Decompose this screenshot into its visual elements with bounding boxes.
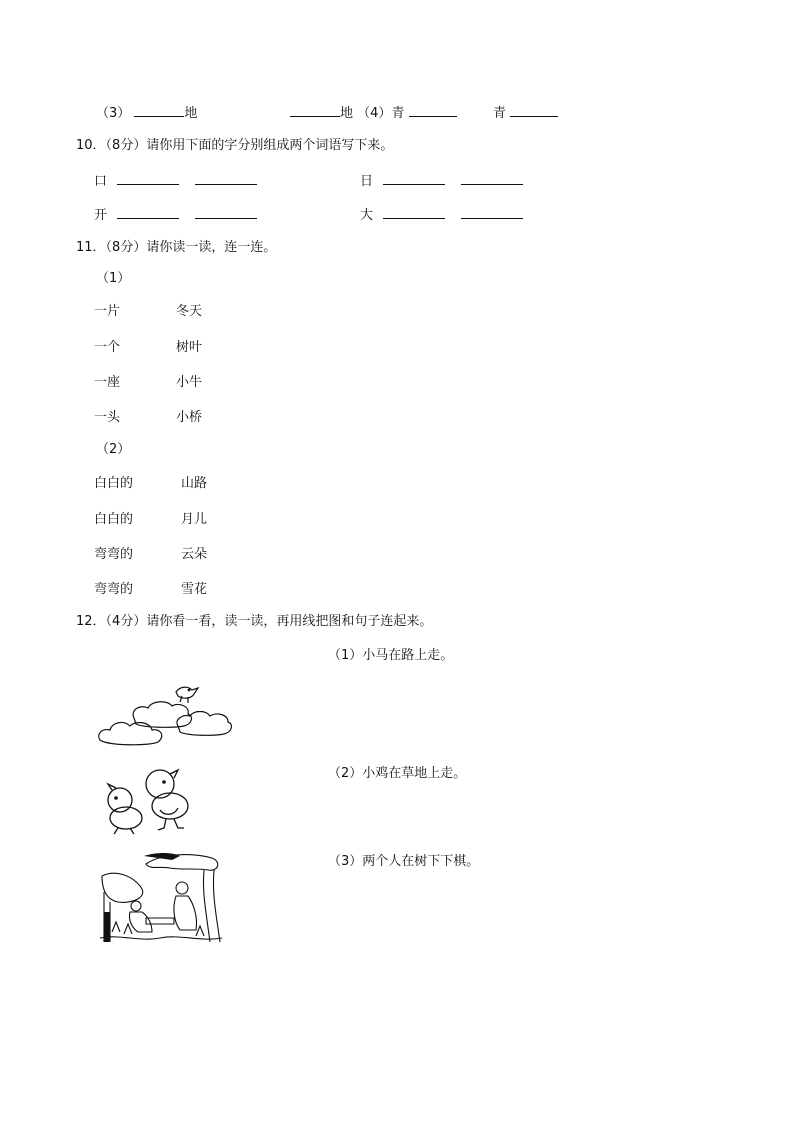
q9-item4-char-a: 青: [391, 106, 405, 121]
q11-header: 11．（8分）请你读一读，连一连。: [76, 240, 277, 255]
q11-p2-left-1[interactable]: 白白的: [94, 476, 134, 491]
q9-item3-number: （3）: [96, 106, 131, 121]
q10-row-da: [360, 206, 523, 224]
q11-p2-right-3[interactable]: 云朵: [181, 547, 208, 562]
q9-item3-row-b: [290, 104, 457, 122]
q9-item4-number: （4）: [357, 106, 392, 121]
q10-kou-blank-1[interactable]: [117, 172, 179, 185]
q11-part1-label: （1）: [96, 271, 131, 286]
q10-ri-blank-2[interactable]: [461, 172, 523, 185]
q11-p1-left-2[interactable]: 一个: [94, 340, 121, 355]
q9-item3-char-b: 地: [340, 106, 354, 121]
q11-p1-left-1[interactable]: 一片: [94, 304, 121, 319]
q11-p2-left-4[interactable]: 弯弯的: [94, 582, 134, 597]
q10-row-kai: [94, 206, 257, 224]
q9-item3-char-a: 地: [184, 106, 198, 121]
q10-char-da: 大: [360, 208, 374, 223]
clouds-bird-picture[interactable]: [94, 682, 240, 750]
q10-header: 10．（8分）请你用下面的字分别组成两个词语写下来。: [76, 138, 394, 153]
q9-item3-blank-b[interactable]: [290, 104, 340, 117]
q10-da-blank-2[interactable]: [461, 206, 523, 219]
q10-row-ri: [360, 172, 523, 190]
chess-under-tree-picture[interactable]: [100, 852, 222, 944]
q11-p1-right-2[interactable]: 树叶: [176, 340, 203, 355]
q10-da-blank-1[interactable]: [383, 206, 445, 219]
q11-p1-left-4[interactable]: 一头: [94, 410, 121, 425]
q11-p2-left-2[interactable]: 白白的: [94, 512, 134, 527]
q10-ri-blank-1[interactable]: [383, 172, 445, 185]
q10-char-kai: 开: [94, 208, 108, 223]
q10-kou-blank-2[interactable]: [195, 172, 257, 185]
q10-kai-blank-2[interactable]: [195, 206, 257, 219]
q11-p2-left-3[interactable]: 弯弯的: [94, 547, 134, 562]
q11-p2-right-4[interactable]: 雪花: [181, 582, 208, 597]
chicks-picture[interactable]: [100, 766, 196, 836]
q12-sentence-3[interactable]: （3）两个人在树下下棋。: [328, 854, 480, 869]
q10-char-kou: 口: [94, 174, 108, 189]
q9-item4-blank-a[interactable]: [409, 104, 457, 117]
q9-item3-row: [96, 104, 197, 122]
q9-item4-blank-b[interactable]: [510, 104, 558, 117]
q10-row-kou: [94, 172, 257, 190]
q11-p1-right-4[interactable]: 小桥: [176, 410, 203, 425]
q11-p1-right-1[interactable]: 冬天: [176, 304, 203, 319]
q12-sentence-2[interactable]: （2）小鸡在草地上走。: [328, 766, 467, 781]
q11-part2-label: （2）: [96, 442, 131, 457]
q11-p1-right-3[interactable]: 小牛: [176, 375, 203, 390]
q12-header: 12．（4分）请你看一看，读一读，再用线把图和句子连起来。: [76, 614, 433, 629]
q12-sentence-1[interactable]: （1）小马在路上走。: [328, 648, 454, 663]
q11-p2-right-2[interactable]: 月儿: [181, 512, 208, 527]
q10-kai-blank-1[interactable]: [117, 206, 179, 219]
q10-char-ri: 日: [360, 174, 374, 189]
q11-p1-left-3[interactable]: 一座: [94, 375, 121, 390]
q11-p2-right-1[interactable]: 山路: [181, 476, 208, 491]
q9-item4-char-b: 青: [493, 106, 507, 121]
q9-item4-row-b: [493, 104, 558, 122]
q9-item3-blank-a[interactable]: [134, 104, 184, 117]
